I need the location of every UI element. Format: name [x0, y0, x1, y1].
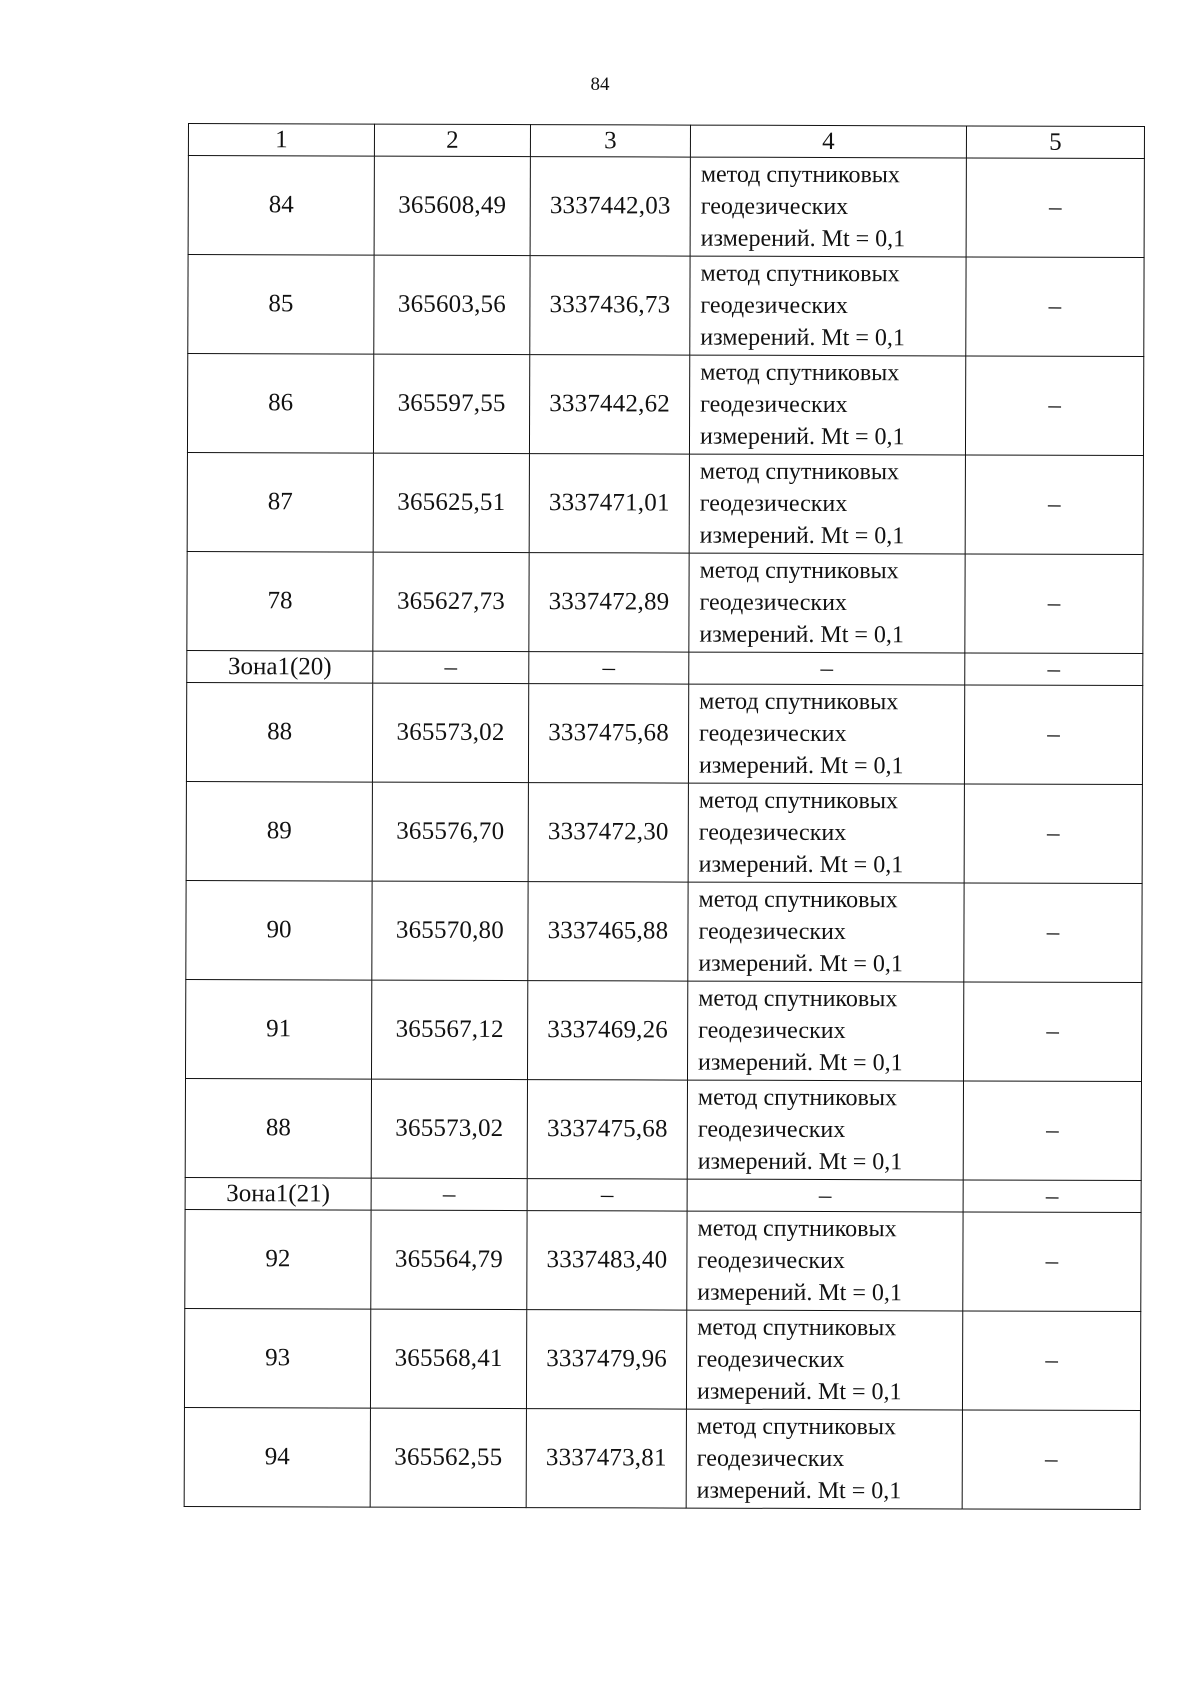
coordinate-y: 3337442,62 [529, 355, 689, 455]
method-line: геодезических [699, 589, 847, 617]
page-number: 84 [590, 74, 610, 95]
method-line: метод спутниковых [697, 1314, 897, 1342]
coordinate-x: 365608,49 [374, 156, 530, 255]
coordinate-x: 365567,12 [371, 980, 527, 1079]
coordinate-x: 365562,55 [370, 1408, 526, 1507]
method-line: геодезических [700, 193, 849, 221]
method-line: геодезических [699, 490, 848, 518]
method-cell [688, 783, 964, 883]
method-cell [687, 1080, 963, 1180]
coordinate-x: 365573,02 [371, 1079, 527, 1178]
method-cell [686, 1310, 962, 1410]
coordinate-x: 365603,56 [374, 255, 530, 354]
table-row [185, 979, 1141, 1081]
coordinate-x: 365570,80 [372, 881, 528, 980]
coordinate-y: 3337479,96 [526, 1310, 686, 1410]
coordinate-y: 3337472,30 [528, 783, 688, 883]
method-line: измерений. Mt = 0,1 [698, 950, 903, 978]
zone-empty-cell: – [689, 652, 965, 685]
method-line: метод спутниковых [696, 1413, 897, 1441]
method-line: геодезических [698, 918, 846, 946]
method-cell [689, 355, 965, 455]
note-cell: – [963, 982, 1141, 1082]
point-number: 91 [185, 979, 371, 1079]
method-line: измерений. Mt = 0,1 [696, 1477, 902, 1505]
header-row [188, 124, 1144, 159]
coordinates-table [184, 123, 1145, 1510]
zone-empty-cell: – [963, 1180, 1141, 1213]
method-line: измерений. Mt = 0,1 [696, 1378, 902, 1406]
zone-label: Зона1(20) [187, 650, 373, 683]
method-line: измерений. Mt = 0,1 [699, 621, 904, 649]
method-line: геодезических [696, 1445, 845, 1473]
method-line: метод спутниковых [699, 557, 899, 585]
note-cell: – [962, 1311, 1140, 1411]
zone-empty-cell: – [529, 652, 689, 685]
note-cell: – [964, 784, 1142, 884]
point-number: 85 [188, 255, 374, 355]
method-line: измерений. Mt = 0,1 [698, 752, 904, 780]
method-line: геодезических [699, 720, 847, 748]
zone-empty-cell: – [373, 651, 529, 683]
table-row [188, 255, 1144, 357]
method-line: измерений. Mt = 0,1 [698, 851, 904, 879]
method-cell [690, 157, 966, 257]
table-row [188, 156, 1144, 258]
method-line: метод спутниковых [700, 260, 900, 288]
table-row [186, 682, 1142, 784]
point-number: 87 [187, 452, 373, 552]
note-cell: – [963, 1212, 1141, 1312]
method-line: геодезических [698, 1017, 846, 1045]
coordinate-x: 365576,70 [372, 782, 528, 881]
method-line: измерений. Mt = 0,1 [697, 1148, 903, 1176]
coordinate-y: 3337436,73 [530, 256, 690, 356]
zone-label: Зона1(21) [185, 1177, 371, 1210]
note-cell: – [965, 455, 1143, 555]
coordinate-x: 365568,41 [370, 1309, 526, 1408]
method-line: геодезических [700, 292, 848, 320]
column-header-2: 2 [374, 124, 530, 156]
method-cell [686, 1409, 962, 1509]
method-cell [687, 981, 963, 1081]
zone-empty-cell: – [687, 1179, 963, 1212]
point-number: 94 [184, 1407, 370, 1507]
coordinate-y: 3337475,68 [528, 684, 688, 784]
point-number: 92 [185, 1209, 371, 1309]
zone-row [187, 650, 1143, 685]
table-row [185, 1078, 1141, 1180]
table-row [187, 551, 1143, 653]
table-row [187, 452, 1143, 554]
coordinate-y: 3337471,01 [529, 454, 689, 554]
method-line: геодезических [697, 1247, 845, 1275]
table-row [186, 880, 1142, 982]
method-line: геодезических [700, 391, 848, 419]
method-line: метод спутниковых [697, 1084, 898, 1112]
coordinate-y: 3337473,81 [526, 1409, 686, 1509]
coordinate-y: 3337472,89 [529, 553, 689, 653]
method-line: геодезических [697, 1116, 846, 1144]
method-line: измерений. Mt = 0,1 [700, 324, 905, 352]
note-cell: – [965, 356, 1143, 456]
method-line: метод спутниковых [698, 886, 898, 914]
point-number: 90 [186, 880, 372, 980]
column-header-1: 1 [188, 124, 374, 157]
method-line: метод спутниковых [698, 985, 898, 1013]
column-header-4: 4 [690, 125, 966, 158]
note-cell: – [962, 1410, 1140, 1510]
table-row [187, 354, 1143, 456]
coordinate-x: 365625,51 [373, 453, 529, 552]
column-header-5: 5 [966, 126, 1144, 159]
method-line: измерений. Mt = 0,1 [699, 522, 905, 550]
method-cell [690, 256, 966, 356]
zone-empty-cell: – [527, 1179, 687, 1212]
table-body [184, 156, 1144, 1510]
coordinate-y: 3337483,40 [527, 1211, 687, 1311]
point-number: 88 [186, 682, 372, 782]
point-number: 86 [187, 354, 373, 454]
table-row [184, 1407, 1140, 1509]
coordinate-x: 365597,55 [373, 354, 529, 453]
method-cell [689, 553, 965, 653]
note-cell: – [964, 685, 1142, 785]
zone-row [185, 1177, 1141, 1212]
table-row [186, 781, 1142, 883]
note-cell: – [964, 883, 1142, 983]
method-line: измерений. Mt = 0,1 [697, 1279, 902, 1307]
table-header [188, 124, 1144, 159]
method-line: метод спутниковых [700, 161, 900, 189]
coordinate-y: 3337469,26 [527, 981, 687, 1081]
coordinate-x: 365573,02 [372, 683, 528, 782]
column-header-3: 3 [530, 125, 690, 158]
method-line: метод спутниковых [699, 688, 899, 716]
note-cell: – [966, 158, 1144, 258]
method-cell [688, 684, 964, 784]
method-line: геодезических [698, 819, 847, 847]
point-number: 84 [188, 156, 374, 256]
zone-empty-cell: – [965, 653, 1143, 686]
point-number: 78 [187, 551, 373, 651]
note-cell: – [963, 1081, 1141, 1181]
method-line: метод спутниковых [700, 359, 900, 387]
point-number: 88 [185, 1078, 371, 1178]
coordinate-y: 3337442,03 [530, 157, 690, 257]
table-row [185, 1209, 1141, 1311]
point-number: 93 [184, 1308, 370, 1408]
coordinate-y: 3337465,88 [528, 882, 688, 982]
method-line: измерений. Mt = 0,1 [699, 423, 905, 451]
method-line: измерений. Mt = 0,1 [700, 225, 906, 253]
method-line: измерений. Mt = 0,1 [698, 1049, 903, 1077]
coordinate-x: 365564,79 [371, 1210, 527, 1309]
coordinate-y: 3337475,68 [527, 1080, 687, 1180]
zone-empty-cell: – [371, 1178, 527, 1210]
method-line: метод спутниковых [698, 787, 899, 815]
note-cell: – [965, 554, 1143, 654]
method-cell [688, 882, 964, 982]
method-line: геодезических [697, 1346, 845, 1374]
method-line: метод спутниковых [697, 1215, 897, 1243]
method-cell [689, 454, 965, 554]
point-number: 89 [186, 781, 372, 881]
coordinate-x: 365627,73 [373, 552, 529, 651]
method-cell [687, 1211, 963, 1311]
note-cell: – [966, 257, 1144, 357]
table-row [184, 1308, 1140, 1410]
method-line: метод спутниковых [699, 458, 900, 486]
